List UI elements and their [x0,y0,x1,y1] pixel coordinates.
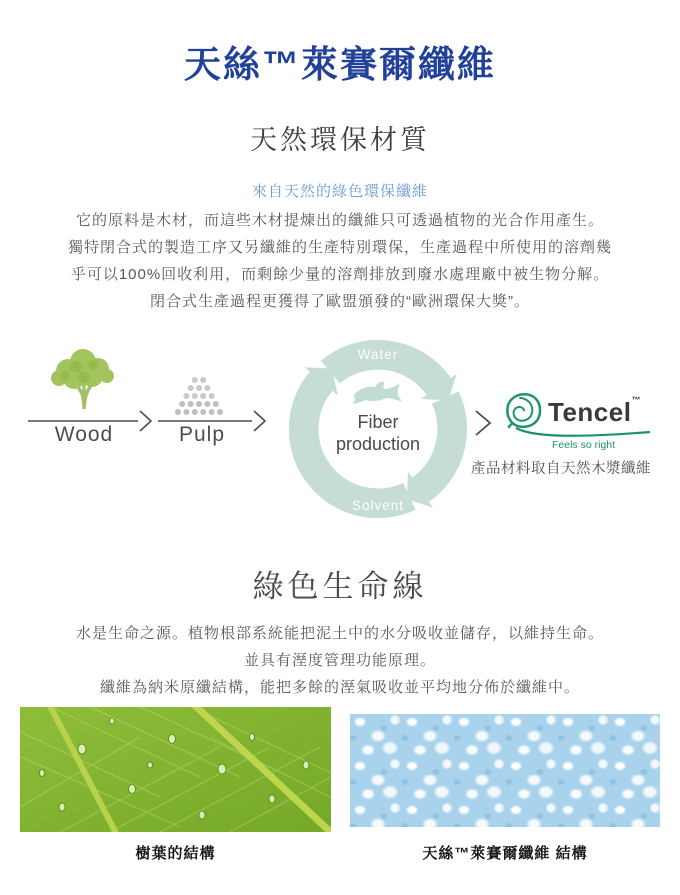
cycle-center-line2: production [335,434,421,454]
section2-paragraph [0,620,680,701]
cycle-solvent-label: Solvent [351,498,405,513]
section2-title: 綠色生命線 [252,569,428,604]
tree-icon [46,347,122,411]
intro-paragraph [0,207,680,315]
comparison-figures [20,707,680,832]
process-diagram [0,331,680,531]
figure-captions [20,842,680,863]
section2-line-1: 水是生命之源。植物根部系統能把泥土中的水分吸收並儲存，以維持生命。 [75,625,604,642]
tencel-tagline: Feels so right [552,439,616,451]
page-title: 天絲™萊賽爾纖維 [184,44,496,85]
pulp-label: Pulp [178,423,226,446]
fish-icon [352,379,404,405]
cycle-center-label [284,411,472,455]
tencel-leaf-icon [504,391,544,433]
intro-line-1: 它的原料是木材，而這些木材提煉出的纖維只可透過植物的光合作用產生。 [75,212,604,229]
section-subtitle: 天然環保材質 [250,125,430,155]
intro-line-4: 閉合式生產過程更獲得了歐盟頒發的“歐洲環保大獎”。 [150,293,530,310]
leaf-macro-art [20,707,331,832]
cycle-center-line1: Fiber [357,412,399,432]
intro-line-2: 獨特閉合式的製造工序又另纖維的生產特別環保，生產過程中所使用的溶劑幾 [67,239,612,256]
section2-line-3: 纖維為納米原纖結構，能把多餘的溼氣吸收並平均地分佈於纖維中。 [99,679,580,696]
wood-label: Wood [54,423,114,446]
tencel-tm-mark: ™ [631,394,641,405]
fiber-structure-image [350,714,660,827]
process-caption: 產品材料取自天然木漿纖維 [471,461,651,477]
section2-line-2: 並具有溼度管理功能原理。 [243,652,436,669]
fiber-structure-caption: 天絲™萊賽爾纖維 結構 [422,845,588,862]
fiber-production-cycle [284,335,472,523]
cycle-water-label: Water [357,347,399,362]
intro-line-3: 乎可以100%回收利用，而剩餘少量的溶劑排放到廢水處理廠中被生物分解。 [70,266,610,283]
tencel-brand-text: Tencel™ [548,394,641,427]
tencel-logo [504,391,660,451]
arrow-chevron-icon [472,407,494,439]
intro-lead-line: 來自天然的綠色環保纖維 [251,183,428,200]
leaf-structure-image [20,707,331,832]
leaf-structure-caption: 樹葉的結構 [135,845,216,862]
